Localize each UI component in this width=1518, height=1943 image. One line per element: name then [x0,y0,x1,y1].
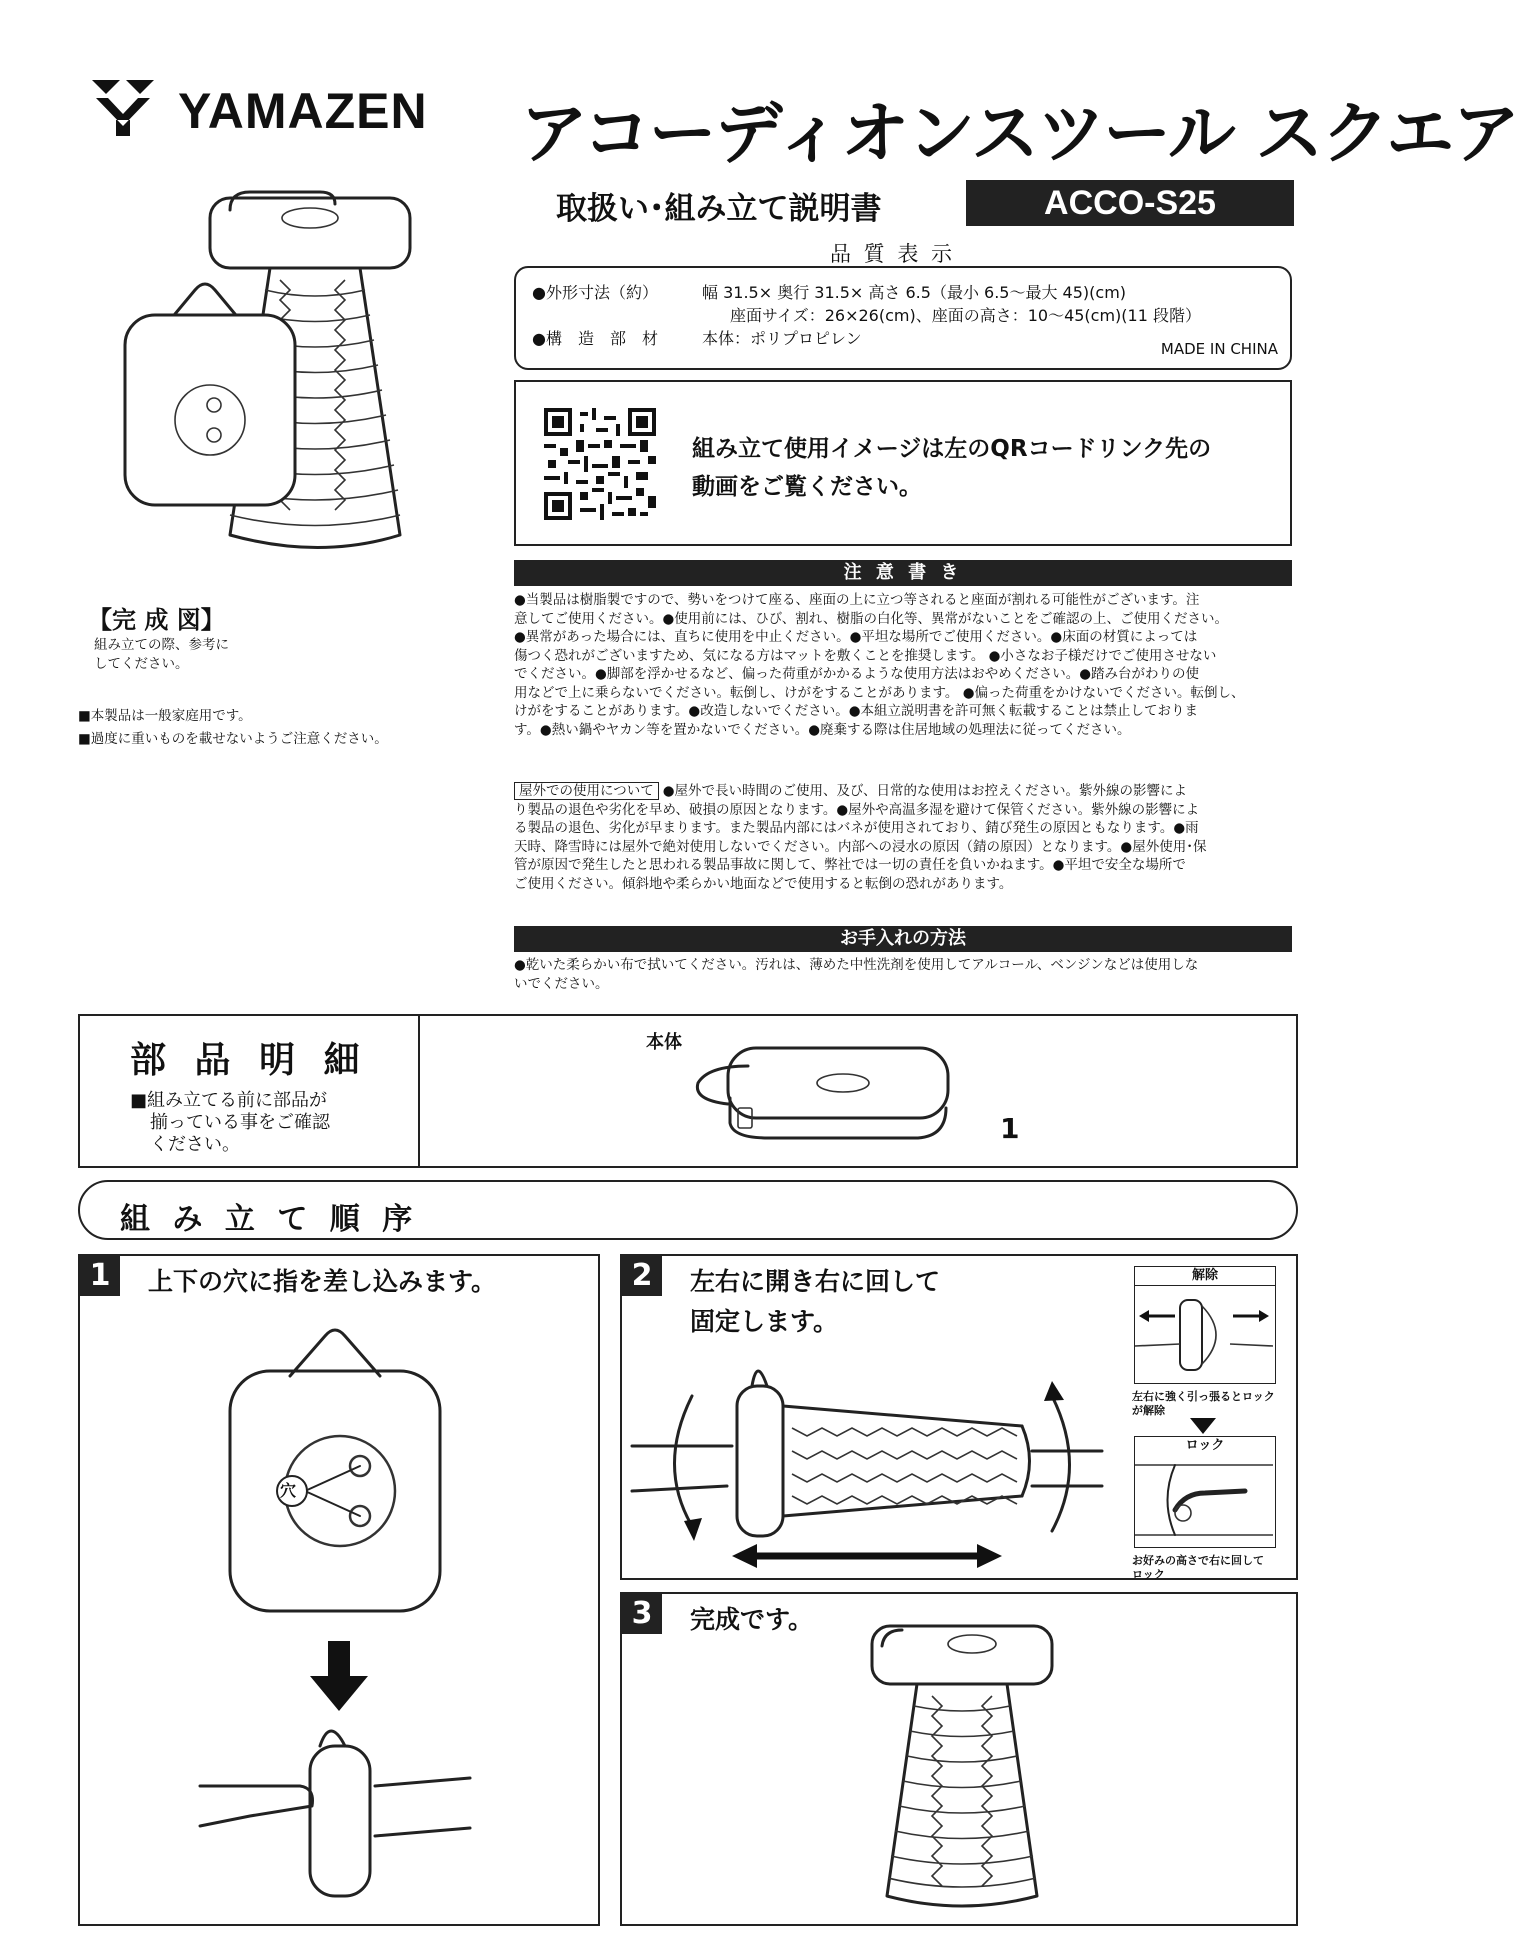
finished-note-1: 組み立ての際、参考に [94,637,229,653]
finished-stool-illustration [110,190,450,570]
part-name: 本体 [646,1032,682,1053]
step-2-illustration [632,1356,1102,1576]
caution-line: 意してご使用ください。●使用前には、ひび、割れ、樹脂の白化等、異常がないことをご確認の上、ご使用ください。 [514,610,1229,627]
outdoor-line: る製品の退色、劣化が早まります。また製品内部にはバネが使用されており、錆び発生の原因ともなります。●雨 [514,820,1199,836]
release-note-2: が解除 [1132,1404,1165,1417]
release-illustration [1135,1286,1273,1380]
step-3-panel [620,1592,1298,1926]
lock-detail [1134,1436,1276,1548]
caution-line: ●異常があった場合には、直ちに使用を中止ください。●平坦な場所でご使用ください。●床面の材質によっては [514,629,1198,645]
step-1-illustration [200,1316,500,1916]
parts-label-cell [80,1016,420,1166]
brand-logo [88,76,448,146]
outdoor-line: ●屋外で長い時間のご使用、及び、日常的な使用はお控えください。紫外線の影響によ [662,783,1187,799]
release-note-1: 左右に強く引っ張るとロック [1132,1390,1275,1403]
model-number: ACCO-S25 [966,180,1294,226]
caution-heading: 注 意 書 き [514,560,1292,586]
qr-code-icon[interactable] [544,408,656,520]
step-3-text: 完成です。 [690,1605,814,1634]
yamazen-logo-icon [88,76,158,138]
quality-heading: 品 質 表 示 [830,242,956,266]
caution-text [514,591,1304,739]
finished-heading: 【完 成 図】 [88,606,225,634]
lock-label: ロック [1185,1438,1225,1453]
material-label: ●構 造 部 材 [532,329,658,348]
household-note-1: ■本製品は一般家庭用です。 [78,708,252,724]
step-3-number: 3 [622,1594,662,1634]
step-2-panel [620,1254,1298,1580]
outdoor-line: 管が原因で発生したと思われる製品事故に関して、弊社では一切の責任を負いかねます。●平坦で安全な場所で [514,857,1186,873]
step-3-illustration [862,1616,1062,1916]
down-arrow-icon [1190,1418,1216,1434]
lock-note-2: ロック [1132,1568,1165,1581]
country-of-origin: MADE IN CHINA [1160,340,1278,358]
parts-table [78,1014,1298,1168]
hole-label: 穴 [280,1481,297,1500]
dimension-label: ●外形寸法（約） [532,283,658,302]
parts-note-2: 揃っている事をご確認 [150,1112,330,1133]
dimension-value: 幅 31.5× 奥行 31.5× 高さ 6.5（最小 6.5～最大 45)(cm) [702,283,1127,302]
caution-line: けがをすることがあります。●改造しないでください。●本組立説明書を許可無く転載することは禁止しておりま [514,703,1198,719]
seat-size: 座面サイズ：26×26(cm)、座面の高さ：10～45(cm)(11 段階） [730,306,1201,325]
lock-illustration [1135,1455,1273,1547]
care-line: いでください。 [514,975,609,992]
outdoor-line: ご使用ください。傾斜地や柔らかい地面などで使用すると転倒の恐れがあります。 [514,875,1013,892]
household-note-2: ■過度に重いものを載せないようご注意ください。 [78,731,388,747]
qr-message-line-2: 動画をご覧ください。 [692,474,922,500]
release-label: 解除 [1135,1267,1275,1286]
caution-line: でください。●脚部を浮かせるなど、偏った荷重がかかるような使用方法はおやめください。●踏み台がわりの使 [514,666,1200,682]
caution-line: 傷つく恐れがございますため、気になる方はマットを敷くことを推奨します。 ●小さなお子様だけでご使用させない [514,647,1217,664]
step-1-text: 上下の穴に指を差し込みます。 [148,1267,497,1296]
material-value: 本体：ポリプロピレン [702,329,862,348]
qr-message-line-1: 組み立て使用イメージは左のQRコードリンク先の [692,436,1212,462]
quality-box [514,266,1292,370]
step-2-number: 2 [622,1256,662,1296]
outdoor-text [514,782,1304,893]
parts-note-3: ください。 [150,1134,240,1155]
lock-note-1: お好みの高さで右に回して [1132,1554,1264,1567]
caution-line: ●当製品は樹脂製ですので、勢いをつけて座る、座面の上に立つ等されると座面が割れる可能性がございます。注 [514,592,1200,608]
folded-body-illustration [688,1038,958,1148]
care-heading: お手入れの方法 [514,926,1292,952]
outdoor-first-line [514,782,1304,801]
step-1-panel [78,1254,600,1926]
part-quantity: 1 [1000,1112,1020,1145]
assembly-order-heading: 組 み 立 て 順 序 [120,1202,419,1237]
parts-note-1: ■組み立てる前に部品が [130,1090,328,1111]
outdoor-line: り製品の退色や劣化を早め、破損の原因となります。●屋外や高温多湿を避けて保管ください。紫外線の影響によ [514,801,1200,818]
step-1-number: 1 [80,1256,120,1296]
assembly-order-heading-box [78,1180,1298,1240]
parts-heading: 部 品 明 細 [130,1040,368,1081]
outdoor-line: 天時、降雪時には屋外で絶対使用しないでください。内部への浸水の原因（錆の原因）となります。●屋外使用･保 [514,838,1207,855]
caution-line: す。●熱い鍋やヤカン等を置かないでください。●廃棄する際は住居地域の処理法に従ってください。 [514,721,1131,738]
care-line: ●乾いた柔らかい布で拭いてください。汚れは、薄めた中性洗剤を使用してアルコール、ベンジンなどは使用しな [514,957,1199,973]
brand-name: YAMAZEN [178,83,428,139]
page-subtitle: 取扱い･組み立て説明書 [556,191,882,227]
step-2-text-line-1: 左右に開き右に回して [690,1267,941,1296]
page-title: アコーディオンスツール スクエア [520,95,1518,174]
step-2-text-line-2: 固定します。 [690,1307,839,1336]
care-text [514,956,1304,993]
finished-note-2: してください。 [94,656,189,672]
caution-line: 用などで上に乗らないでください。転倒し、けがをすることがあります。 ●偏った荷重をかけないでください。転倒し、 [514,684,1245,701]
outdoor-tag: 屋外での使用について [514,782,659,800]
qr-box [514,380,1292,546]
release-detail [1134,1266,1276,1384]
